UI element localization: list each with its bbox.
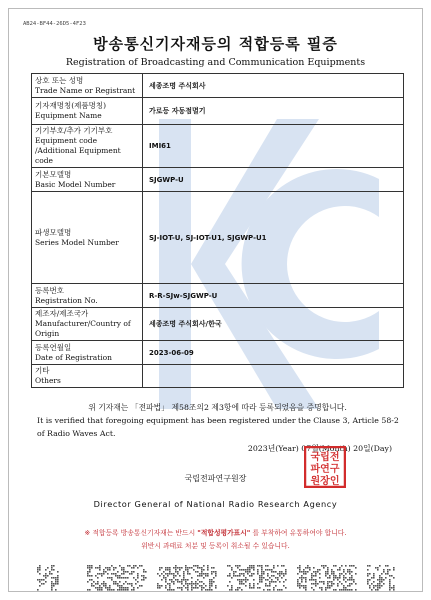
row-label-ko: 등록연월일 — [35, 342, 72, 352]
agency-name-english: Director General of National Radio Research Agency — [93, 499, 338, 509]
row-label-en: Others — [35, 376, 61, 385]
seal-line: 원장인 — [310, 476, 340, 487]
certificate-page — [8, 8, 423, 592]
row-label-en: Trade Name or Registrant — [35, 85, 136, 95]
statement-korean: 위 기자재는 「전파법」 제58조의2 제3항에 따라 등록되었음을 증명합니다. — [88, 403, 347, 412]
equipment-name-value: 가로등 자동점멸기 — [143, 98, 404, 125]
table-row — [32, 192, 404, 284]
row-label-ko: 등록번호 — [35, 285, 64, 295]
table-row — [32, 341, 404, 365]
verification-statement — [31, 401, 404, 440]
registration-table — [31, 73, 404, 388]
compliance-notice — [9, 527, 422, 553]
document-id: AB24-BF44-26D5-4F23 — [23, 21, 86, 27]
row-label-en: Manufacturer/Country of Origin — [35, 319, 131, 338]
row-label-ko: 상호 또는 성명 — [35, 75, 84, 85]
security-barcode-strip — [37, 565, 397, 591]
series-model-value: SJ-IOT-U, SJ-IOT-U1, SJGWP-U1 — [143, 192, 404, 284]
title-english: Registration of Broadcasting and Communication Equipments — [65, 57, 366, 68]
registration-date-value: 2023-06-09 — [143, 341, 404, 365]
table-row — [32, 284, 404, 308]
table-row — [32, 98, 404, 125]
notice-line-2: 위반시 과태료 처분 및 등록이 취소될 수 있습니다. — [141, 542, 290, 550]
row-label-en: Equipment Name — [35, 111, 102, 120]
table-row — [32, 168, 404, 192]
issue-date: 2023년(Year) 07월(Month) 20일(Day) — [247, 444, 392, 453]
manufacturer-value: 세종조명 주식회사/한국 — [143, 308, 404, 341]
title-korean: 방송통신기자재등의 적합등록 필증 — [93, 35, 338, 53]
row-label-ko: 제조자/제조국가 — [35, 309, 89, 318]
row-label-en: Basic Model Number — [35, 179, 116, 189]
row-label-ko: 파생모델명 — [35, 227, 72, 237]
seal-line: 국립전 — [310, 452, 340, 463]
registration-number-value: R-R-SJw-SJGWP-U — [143, 284, 404, 308]
notice-line-1: ※ 적합등록 방송통신기자재는 반드시 "적합성평가표시" 를 부착하여 유통하여야 합니다. — [84, 529, 347, 537]
statement-english: It is verified that foregoing equipment has been registered under the Clause 3, Article 58-2 of Radio Waves Act. — [37, 416, 399, 438]
equipment-code-value: IMI61 — [143, 125, 404, 168]
agency-name-korean: 국립전파연구원장 — [184, 474, 247, 483]
row-label-ko: 기자재명칭(제품명칭) — [35, 101, 107, 110]
trade-name-value: 세종조명 주식회사 — [143, 74, 404, 98]
row-label-en: Date of Registration — [35, 352, 112, 362]
row-label-en: Registration No. — [35, 295, 98, 305]
table-row — [32, 365, 404, 388]
row-label-ko: 기기부호/추가 기기부호 — [35, 126, 113, 135]
row-label-en: Series Model Number — [35, 237, 119, 247]
row-label-ko: 기타 — [35, 366, 50, 375]
table-row — [32, 125, 404, 168]
row-label-en: Equipment code /Additional Equipment code — [35, 136, 121, 165]
seal-line: 파연구 — [310, 464, 340, 475]
table-row — [32, 308, 404, 341]
row-label-ko: 기본모델명 — [35, 169, 72, 179]
basic-model-value: SJGWP-U — [143, 168, 404, 192]
table-row — [32, 74, 404, 98]
others-value — [143, 365, 404, 388]
